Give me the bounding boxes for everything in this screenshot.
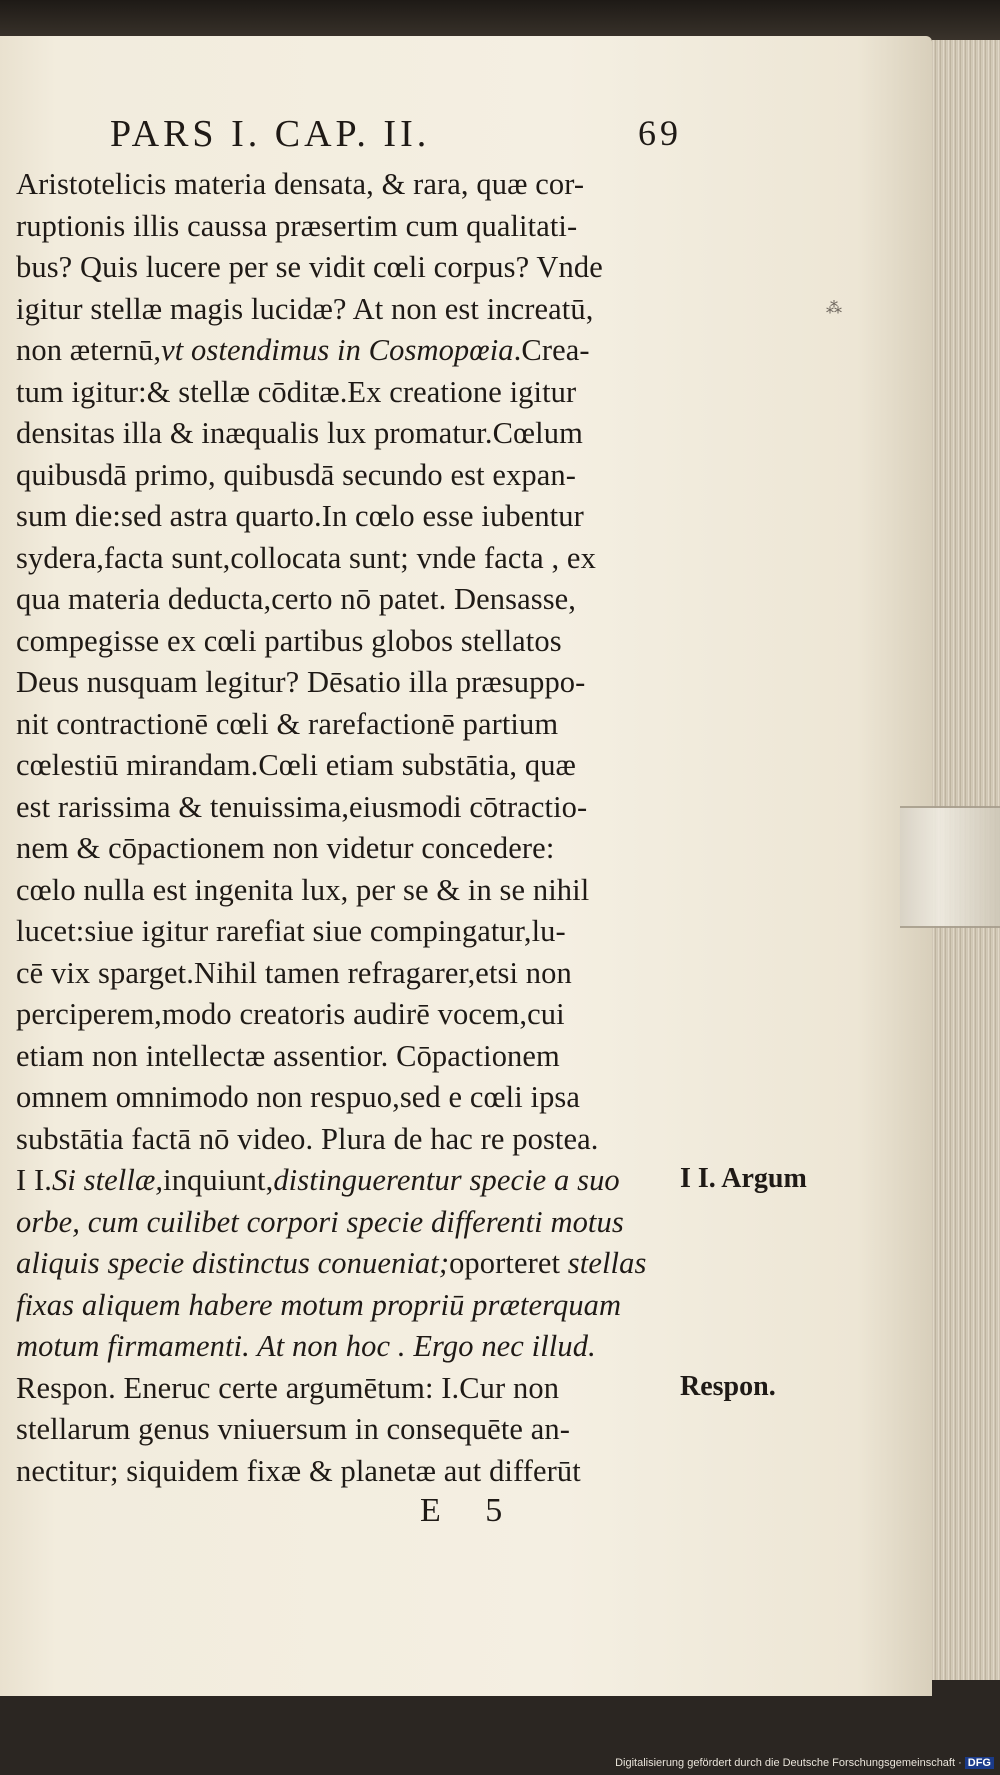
text-line-roman: stellarum genus vniuersum in consequēte an-: [16, 1412, 570, 1446]
text-line: [16, 621, 676, 663]
text-line: [16, 538, 676, 580]
dfg-logo-badge: DFG: [965, 1757, 994, 1769]
text-line: [16, 1326, 676, 1368]
text-line-italic: orbe, cum cuilibet corpori specie differenti motus: [16, 1204, 624, 1239]
text-line-italic: Si stellæ,: [51, 1163, 164, 1197]
text-line: [16, 870, 676, 912]
text-line-roman: quibusdā primo, quibusdā secundo est expan-: [16, 457, 576, 492]
text-line: [16, 828, 676, 870]
text-line-roman: sydera,facta sunt,collocata sunt; vnde facta , ex: [16, 540, 596, 575]
text-line-roman: densitas illa & inæqualis lux promatur.Cœlum: [16, 416, 583, 450]
text-line-italic: fixas aliquem habere motum propriū præterquam: [16, 1287, 622, 1322]
text-line-roman: bus? Quis lucere per se vidit cœli corpus? Vnde: [16, 250, 603, 284]
text-line-roman: Deus nusquam legitur? Dēsatio illa præsuppo-: [16, 665, 586, 699]
running-head: [110, 112, 700, 168]
text-line: [16, 1409, 676, 1451]
text-line: [16, 1243, 676, 1285]
bookmark-strip: [900, 806, 1000, 928]
text-line: [16, 1451, 676, 1493]
text-line-roman: Aristotelicis materia densata, & rara, quæ cor-: [16, 167, 585, 201]
text-line-roman: perciperem,modo creatoris audirē vocem,cui: [16, 997, 565, 1031]
text-line: [16, 787, 676, 829]
text-line: [16, 1202, 676, 1244]
text-line: [16, 994, 676, 1036]
text-line-roman: etiam non intellectæ assentior. Cōpactionem: [16, 1038, 560, 1073]
text-line: [16, 372, 676, 414]
text-line: [16, 953, 676, 995]
text-line-roman: cœlestiū mirandam.Cœli etiam substātia, quæ: [16, 748, 576, 782]
text-line-roman: Respon. Eneruc certe argumētum: I.Cur non: [16, 1370, 560, 1405]
text-line-italic: stellas: [560, 1246, 647, 1280]
body-text: [16, 164, 676, 1492]
margin-note-argum: I I. Argum: [680, 1163, 807, 1194]
text-line-roman: nit contractionē cœli & rarefactionē partium: [16, 706, 559, 741]
text-line-italic: motum firmamenti. At non hoc . Ergo nec illud.: [16, 1329, 596, 1363]
text-line: [16, 1077, 676, 1119]
folio-number: 69: [638, 113, 682, 153]
text-line: [16, 247, 676, 289]
text-line: [16, 330, 676, 372]
text-line: [16, 1036, 676, 1078]
marginal-speck: ⁂: [826, 300, 842, 317]
text-line: [16, 1285, 676, 1327]
text-line-roman: nem & cōpactionem non videtur concedere:: [16, 831, 555, 865]
text-line-roman: ruptionis illis caussa præsertim cum qualitati-: [16, 208, 578, 243]
text-line: [16, 413, 676, 455]
text-line-roman: substātia factā nō video. Plura de hac re postea.: [16, 1121, 599, 1156]
text-line: [16, 704, 676, 746]
text-line-roman: I I.: [16, 1163, 52, 1197]
text-line: [16, 455, 676, 497]
text-line-roman: qua materia deducta,certo nō patet. Densasse,: [16, 582, 577, 616]
text-line-roman: oporteret: [449, 1246, 561, 1280]
running-title: PARS I. CAP. II.: [110, 113, 431, 155]
text-line: [16, 662, 676, 704]
text-line-italic: vt ostendimus in Cosmopœia: [161, 333, 514, 367]
text-line: [16, 1160, 676, 1202]
text-line-roman: .Crea-: [513, 333, 590, 367]
text-line-roman: omnem omnimodo non respuo,sed e cœli ipsa: [16, 1080, 581, 1114]
text-line: [16, 579, 676, 621]
text-line-roman: est rarissima & tenuissima,eiusmodi cōtractio-: [16, 789, 588, 824]
margin-note-respon: Respon.: [680, 1371, 776, 1402]
text-line: [16, 164, 676, 206]
text-line-italic: distinguerentur specie a suo: [273, 1163, 620, 1197]
text-line-roman: tum igitur:& stellæ cōditæ.Ex creatione igitur: [16, 374, 577, 409]
text-line: [16, 289, 676, 331]
text-line-roman: inquiunt,: [163, 1163, 274, 1197]
footer-credit: [615, 1757, 994, 1769]
text-line: [16, 496, 676, 538]
text-line-roman: nectitur; siquidem fixæ & planetæ aut differūt: [16, 1453, 581, 1488]
footer-credit-text: Digitalisierung gefördert durch die Deutsche Forschungsgemeinschaft ·: [615, 1757, 962, 1769]
text-line: [16, 1119, 676, 1161]
text-line: [16, 745, 676, 787]
text-line-italic: aliquis specie distinctus conueniat;: [16, 1246, 450, 1280]
text-line-roman: compegisse ex cœli partibus globos stellatos: [16, 623, 562, 658]
text-line-roman: lucet:siue igitur rarefiat siue compingatur,lu-: [16, 914, 566, 948]
text-line: [16, 206, 676, 248]
text-line: [16, 1368, 676, 1410]
text-line-roman: sum die:sed astra quarto.In cœlo esse iubentur: [16, 499, 584, 533]
text-line-roman: cœlo nulla est ingenita lux, per se & in se nihil: [16, 872, 590, 907]
text-line-roman: non æternū,: [16, 333, 162, 367]
text-line-roman: igitur stellæ magis lucidæ? At non est increatū,: [16, 291, 594, 326]
text-line: [16, 911, 676, 953]
signature-mark: E 5: [420, 1492, 521, 1529]
text-line-roman: cē vix sparget.Nihil tamen refragarer,etsi non: [16, 955, 572, 990]
